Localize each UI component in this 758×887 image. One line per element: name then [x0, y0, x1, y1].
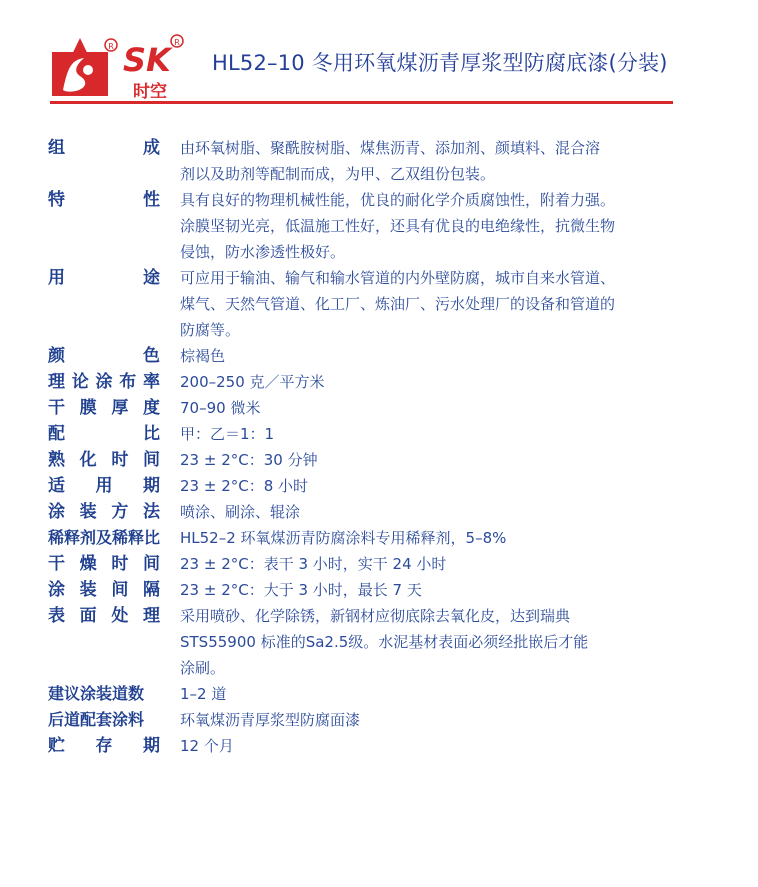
- value-line: 侵蚀，防水渗透性极好。: [180, 243, 346, 261]
- spec-label: [48, 187, 160, 213]
- spec-label: [48, 135, 160, 161]
- spec-value: [180, 343, 680, 369]
- label-char: 理: [142, 606, 160, 626]
- label-char: 膜: [79, 398, 97, 418]
- spec-label: [48, 369, 160, 395]
- spec-row-usage: [48, 265, 698, 343]
- spec-label: 稀释剂及稀释比: [48, 528, 161, 547]
- spec-value: [180, 187, 680, 265]
- brand-logo-icon: [50, 30, 210, 100]
- spec-row-pot-life: [48, 473, 698, 499]
- label-char: 配: [48, 424, 65, 444]
- label-char: 熟: [48, 450, 65, 470]
- page-title: HL52–10 冬用环氧煤沥青厚浆型防腐底漆(分装): [212, 51, 668, 75]
- label-char: 率: [143, 372, 160, 392]
- label-char: 适: [48, 476, 65, 496]
- label-char: 时: [111, 554, 129, 574]
- value-line: 涂膜坚韧光亮，低温施工性好，还具有优良的电绝缘性，抗微生物: [180, 217, 616, 235]
- label-char: 期: [143, 736, 160, 756]
- spec-value: [180, 525, 680, 551]
- label-char: 期: [143, 476, 160, 496]
- value-line: 由环氧树脂、聚酰胺树脂、煤焦沥青、添加剂、颜填料、混合溶: [180, 139, 601, 157]
- spec-row-thinner: [48, 525, 698, 551]
- spec-label: [48, 603, 160, 629]
- spec-value: [180, 551, 680, 577]
- value-line: 甲：乙＝1：1: [180, 425, 275, 443]
- spec-row-features: [48, 187, 698, 265]
- label-char: 论: [71, 372, 89, 392]
- value-line: 70–90 微米: [180, 399, 261, 417]
- label-char: 涂: [48, 580, 65, 600]
- label-char: 涂: [48, 502, 65, 522]
- label-char: 用: [48, 268, 65, 288]
- spec-table: [48, 135, 698, 759]
- label-char: 比: [143, 424, 160, 444]
- registered-mark-letter: R: [174, 38, 180, 47]
- label-char: 面: [79, 606, 97, 626]
- spec-label: [48, 551, 160, 577]
- label-char: 组: [48, 138, 65, 158]
- spec-value: [180, 395, 680, 421]
- value-line: 环氧煤沥青厚浆型防腐面漆: [180, 711, 361, 729]
- spec-row-dry-film-thickness: [48, 395, 698, 421]
- spec-label: [48, 499, 160, 525]
- label-char: 间: [142, 450, 160, 470]
- value-line: 23 ± 2°C：大于 3 小时，最长 7 天: [180, 581, 422, 599]
- value-line: 采用喷砂、化学除锈，新钢材应彻底除去氧化皮，达到瑞典: [180, 607, 571, 625]
- label-char: 色: [143, 346, 160, 366]
- label-char: 间: [142, 554, 160, 574]
- label-char: 方: [111, 502, 129, 522]
- label-char: 厚: [111, 398, 129, 418]
- spec-label: 建议涂装道数: [48, 684, 145, 703]
- header: [50, 30, 670, 100]
- label-char: 用: [95, 476, 113, 496]
- label-char: 度: [142, 398, 160, 418]
- spec-row-recoat-interval: [48, 577, 698, 603]
- label-char: 贮: [48, 736, 65, 756]
- label-char: 隔: [142, 580, 160, 600]
- spec-row-induction-time: [48, 447, 698, 473]
- spec-value: [180, 681, 680, 707]
- value-line: 200–250 克／平方米: [180, 373, 325, 391]
- value-line: 1–2 道: [180, 685, 227, 703]
- spec-value: [180, 733, 680, 759]
- label-char: 法: [142, 502, 160, 522]
- value-line: 防腐等。: [180, 321, 241, 339]
- spec-value: [180, 447, 680, 473]
- spec-row-color: [48, 343, 698, 369]
- label-char: 表: [48, 606, 65, 626]
- spec-value: [180, 499, 680, 525]
- spec-row-surface-prep: [48, 603, 698, 681]
- label-char: 涂: [95, 372, 113, 392]
- value-line: 23 ± 2°C：表干 3 小时，实干 24 小时: [180, 555, 447, 573]
- label-char: 化: [79, 450, 97, 470]
- spec-value: [180, 577, 680, 603]
- label-char: 间: [111, 580, 129, 600]
- label-char: 干: [48, 398, 65, 418]
- spec-row-topcoat: [48, 707, 698, 733]
- spec-label: [48, 447, 160, 473]
- brand-name: 时空: [133, 82, 167, 100]
- label-char: 处: [111, 606, 129, 626]
- spec-row-recommended-coats: [48, 681, 698, 707]
- label-char: 性: [143, 190, 160, 210]
- label-char: 装: [79, 502, 97, 522]
- value-line: 23 ± 2°C：30 分钟: [180, 451, 318, 469]
- label-char: 颜: [48, 346, 65, 366]
- spec-row-application-method: [48, 499, 698, 525]
- logo-mark-text: SK: [123, 41, 171, 79]
- spec-value: [180, 707, 680, 733]
- spec-value: [180, 603, 680, 681]
- spec-value: [180, 473, 680, 499]
- spec-label: [48, 395, 160, 421]
- value-line: STS55900 标准的Sa2.5级。水泥基材表面必须经批嵌后才能: [180, 633, 589, 651]
- spec-row-composition: [48, 135, 698, 187]
- logo-white-dot: [83, 65, 93, 75]
- label-char: 干: [48, 554, 65, 574]
- value-line: 棕褐色: [180, 347, 226, 365]
- spec-row-coverage: [48, 369, 698, 395]
- label-char: 时: [111, 450, 129, 470]
- value-line: 23 ± 2°C：8 小时: [180, 477, 309, 495]
- spec-row-mix-ratio: [48, 421, 698, 447]
- label-char: 装: [79, 580, 97, 600]
- spec-value: [180, 265, 680, 343]
- label-char: 成: [143, 138, 160, 158]
- spec-label: [48, 577, 160, 603]
- value-line: 剂以及助剂等配制而成，为甲、乙双组份包装。: [180, 165, 496, 183]
- spec-value: [180, 135, 680, 187]
- spec-row-shelf-life: [48, 733, 698, 759]
- label-char: 途: [143, 268, 160, 288]
- spec-label: [48, 733, 160, 759]
- spec-value: [180, 421, 680, 447]
- value-line: 具有良好的物理机械性能，优良的耐化学介质腐蚀性，附着力强。: [180, 191, 616, 209]
- value-line: 煤气、天然气管道、化工厂、炼油厂、污水处理厂的设备和管道的: [180, 295, 616, 313]
- value-line: HL52–2 环氧煤沥青防腐涂料专用稀释剂，5–8%: [180, 529, 507, 547]
- label-char: 燥: [79, 554, 97, 574]
- value-line: 可应用于输油、输气和输水管道的内外壁防腐，城市自来水管道、: [180, 269, 616, 287]
- label-char: 特: [48, 190, 65, 210]
- label-char: 存: [95, 736, 113, 756]
- spec-row-drying-time: [48, 551, 698, 577]
- header-divider: [50, 101, 673, 104]
- value-line: 涂刷。: [180, 659, 226, 677]
- spec-label: [48, 473, 160, 499]
- spec-value: [180, 369, 680, 395]
- registered-mark-letter: R: [108, 42, 114, 51]
- spec-label: [48, 421, 160, 447]
- label-char: 布: [119, 372, 137, 392]
- spec-label: 后道配套涂料: [48, 710, 145, 729]
- value-line: 12 个月: [180, 737, 234, 755]
- spec-label: [48, 343, 160, 369]
- label-char: 理: [48, 372, 65, 392]
- spec-label: [48, 265, 160, 291]
- value-line: 喷涂、刷涂、辊涂: [180, 503, 301, 521]
